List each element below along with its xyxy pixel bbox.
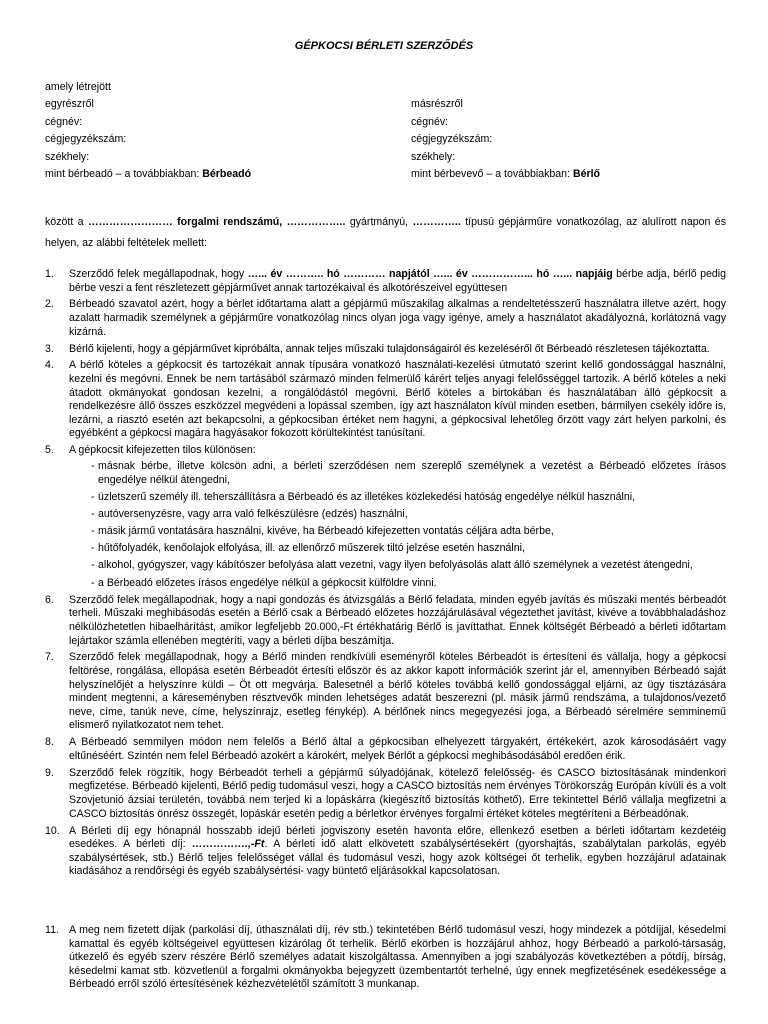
clause-7: 7. Szerződő felek megállapodnak, hogy a Bérlő minden rendkívüli eseményről köteles Bérbeadót is értesíteni és vállalja, hogy a gépkocsi feltörése, rongálása, ellopása esetén Bérbeadót értesíti először és az akkor kapott információk szerint jár el, amennyiben Bérbeadó saját helyszínelőjét a helyszínre küldi – Öt ott megvárja. Balesetnél a bérlő köteles továbbá kellő gondossággal eljárni, az ügy tisztázására mindent megtenni, a káreseményben résztvevők minden lehetséges adatát beszerezni (pl. másik jármű rendszáma, a tulajdonos/vezető neve, címe, tanúk neve, címe, helyszínrajz, esetleg fénykép). A bérlőnek nincs megegyezési joga, a Bérbeadó sérelmére semminemű elismerő nyilatkozatot nem tehet. [45, 651, 726, 732]
clause-2: 2. Bérbeadó szavatol azért, hogy a bérlet időtartama alatt a gépjármű műszakilag alkalmas a rendeltetésszerű használatra illetve azért, hogy azalatt harmadik személynek a gépjárműre vonatkozólag nincs olyan joga vagy igénye, amely a használatot akadályozná, korlátozná vagy kizárná. [45, 298, 726, 338]
list-item: - másnak bérbe, illetve kölcsön adni, a bérleti szerződésen nem szereplő személynek a vezetést a Bérbeadó előzetes írásos engedélye nélkül átengedni, [91, 459, 726, 486]
clause-11: 11. A meg nem fizetett díjak (parkolási díj, úthasználati díj, rév stb.) tekintetében Bérlő tudomásul veszi, hogy mindezek a pótdíjjal, késedelmi kamattal és egyéb költségeivel együttesen kizárólag őt terhelik. Bérlő ekörben is hozzájárul ahhoz, hogy Bérbeadó a parkoló-társaság, útkezelő és egyéb szerv részére Bérlő személyes adatait kiszolgáltassa. Amennyiben a jogi szabályozás következtében a pótdíj, bírság, késedelmi kamat stb. közvetlenül a forgalmi okmányokba bejegyzett üzembentartót terhelné, úgy ennek megfizetésének esedékessége a Bérbeadó erről szóló értesítésének kézhezvételétől számított 3 munkanap. [45, 924, 726, 991]
list-item: - alkohol, gyógyszer, vagy kábítószer befolyása alatt vezetni, vagy ilyen befolyásolás alatt álló személynek a vezetést átengedni, [91, 559, 693, 572]
lessor-regno-label: cégjegyzékszám: [45, 133, 127, 146]
clause-5: 5. A gépkocsit kifejezetten tilos különösen: - másnak bérbe, illetve kölcsön adni, a bérleti szerződésen nem szereplő személynek a vezetést a Bérbeadó előzetes írásos engedélye nélkül átengedni, - üzletszerű személy ill. teherszállításra a Bérbeadó és az illetékes közlekedési hatóság engedélye nélkül használni, - autóversenyzésre, vagy arra való felkészülésre (edzés) használni, - másik jármű vontatására használni, kivéve, ha Bérbeadó kifejezetten vontatás céljára adta bérbe, - hűtőfolyadék, kenőolajok elfolyása, ill. az ellenőrző műszerek tiltó jelzése esetén használni, - alkohol, gyógyszer, vagy kábítószer befolyása alatt vezetni, vagy ilyen befolyásolás alatt álló személynek a vezetést átengedni, - a Bérbeadó előzetes írásos engedélye nélkül a gépkocsit külföldre vinni. [45, 444, 726, 589]
clause-1: 1. Szerződő felek megállapodnak, hogy …... év ……….. hó ………… napjától …... év ……………... hó …... napjáig bérbe adja, bérlő pedig bérbe veszi a fent részletezett gépjárművet annak tartozékaival és alkotórészeivel együttesen [45, 268, 726, 294]
lessor-company-label: cégnév: [45, 115, 83, 128]
clause-9: 9. Szerződő felek rögzítik, hogy Bérbeadót terheli a gépjármű súlyadójának, kötelező felelősség- és CASCO biztosításának mindenkori megfizetése. Bérbeadó kijelenti, Bérlő pedig tudomásul veszi, hogy a CASCO biztosítás nem érvényes Törökország Európán kívüli és a volt Szovjetunió ázsiai területén, továbbá nem terjed ki a lopáskárra (kiegészítő biztosítás köthető). Erre tekintettel Bérlő vállalja megfizetni a CASCO biztosítás önrész összegét, lopáskár esetén pedig a bérletkor érvényes forgalmi értéket köteles megtéríteni a Bérbeadónak. [45, 766, 726, 820]
parties-block [45, 81, 725, 185]
clause-4: 4. A bérlő köteles a gépkocsit és tartozékait annak típusára vonatkozó használati-kezelési útmutató szerint kellő gondossággal használni, kezelni és megóvni. Ennek be nem tartásából származó minden felmerülő kárért teljes anyagi felelősséggel tartozik. A bérlő köteles a neki átadott okmányokat gondosan kezelni, a rongálódástól megóvni. Bérlő köteles a birtokában és használatában álló gépkocsit a rendelkezésre állő összes eszközzel megvédeni a lopással szemben, így azt használaton kívül minden esetben, bármilyen csekély időre is, lezárni, a riasztó esetén azt bekapcsolni, a gépkocsiban értéket nem hagyni, a gépkocsival lehetőleg őrzött vagy zárt helyen parkolni, és egyébként a gépkocsi magára hagyásakor fokozott körültekintést tanúsítani. [45, 359, 726, 440]
list-item: - autóversenyzésre, vagy arra való felkészülésre (edzés) használni, [91, 507, 408, 520]
lessee-side-label: másrészről [411, 98, 463, 111]
clauses-list [45, 268, 726, 882]
list-item: - hűtőfolyadék, kenőolajok elfolyása, ill. az ellenőrző műszerek tiltó jelzése esetén használni, [91, 542, 525, 555]
clause-11-wrapper [45, 924, 726, 995]
document-title: GÉPKOCSI BÉRLETI SZERZŐDÉS [294, 40, 474, 52]
clause-6: 6. Szerződő felek megállapodnak, hogy a napi gondozás és átvizsgálás a Bérlő feladata, minden egyéb javítás és műszaki mentés bérbeadót terheli. Műszaki meghibásodás esetén a Bérlő csak a Bérbeadó előzetes hozzájárulásával végeztethet javítást, kivéve a továbbhaladáshoz nélkülözhetetlen hibaelhárítást, amikor legfeljebb 20.000,-Ft értékhatárig Bérlő is javíttathat. Ennek költségét Bérbeadó a bérleti időtartam lejártakor számla ellenében megtéríti, vagy a bérleti díjba beszámítja. [45, 593, 726, 647]
lessor-role: mint bérbeadó – a továbbiakban: Bérbeadó [45, 167, 252, 180]
lessee-regno-label: cégjegyzékszám: [411, 133, 493, 146]
lessee-role: mint bérbevevő – a továbbiakban: Bérlő [411, 167, 601, 180]
clause-3: 3. Bérlő kijelenti, hogy a gépjárművet kipróbálta, annak teljes műszaki tulajdonságairól és kezeléséről őt Bérbeadó részletesen tájékoztatta. [45, 342, 710, 355]
list-item: - a Bérbeadó előzetes írásos engedélye nélkül a gépkocsit külföldre vinni. [91, 576, 437, 589]
prohibited-uses-list [69, 460, 726, 590]
lessee-seat-label: székhely: [411, 150, 456, 163]
lessee-company-label: cégnév: [411, 115, 449, 128]
parties-intro: amely létrejött [45, 81, 111, 93]
clause-8: 8. A Bérbeadó semmilyen módon nem felelős a Bérlő által a gépkocsiban elhelyezett tárgyakért, értékekért, azok károsodásáért vagy eltűnéséért. Szintén nem felel Bérbeadó azokért a károkért, melyek Bérlőt a gépkocsi meghibásodásából eredően érik. [45, 736, 726, 762]
lessee-role-name: Bérlő [572, 167, 601, 180]
lessor-seat-label: székhely: [45, 150, 90, 163]
lessor-side-label: egyrészről [45, 98, 94, 111]
clause-10: 10. A Bérleti díj egy hónapnál hosszabb idejű bérleti jogviszony esetén havonta előre, ellenkező esetben a bérleti időtartam kezdetéig esedékes. A bérleti díj: …………….,-Ft. A bérleti idő alatt elkövetett szabálysértésekért (gyorshajtás, szabálytalan parkolás, egyéb szabálysértések, stb.) Bérlő teljes felelősséget vállal és tudomásul veszi, hogy azok költségei őt terhelik, egyben hozzájárul adatainak kiadásához a rendőrségi és egyéb szabálysértési- vagy büntető eljárásokkal kapcsolatosan. [45, 824, 726, 878]
lessor-role-name: Bérbeadó [202, 167, 252, 180]
list-item: - másik jármű vontatására használni, kivéve, ha Bérbeadó kifejezetten vontatás céljára adta bérbe, [91, 525, 554, 538]
list-item: - üzletszerű személy ill. teherszállításra a Bérbeadó és az illetékes közlekedési hatóság engedélye nélkül használni, [91, 490, 636, 503]
vehicle-intro-paragraph: között a …………………… forgalmi rendszámú, …………….. gyártmányú, ………….. típusú gépjárműre vonatkozólag, az alulírott napon és helyen, az alábbi feltételek mellett: [45, 216, 726, 249]
